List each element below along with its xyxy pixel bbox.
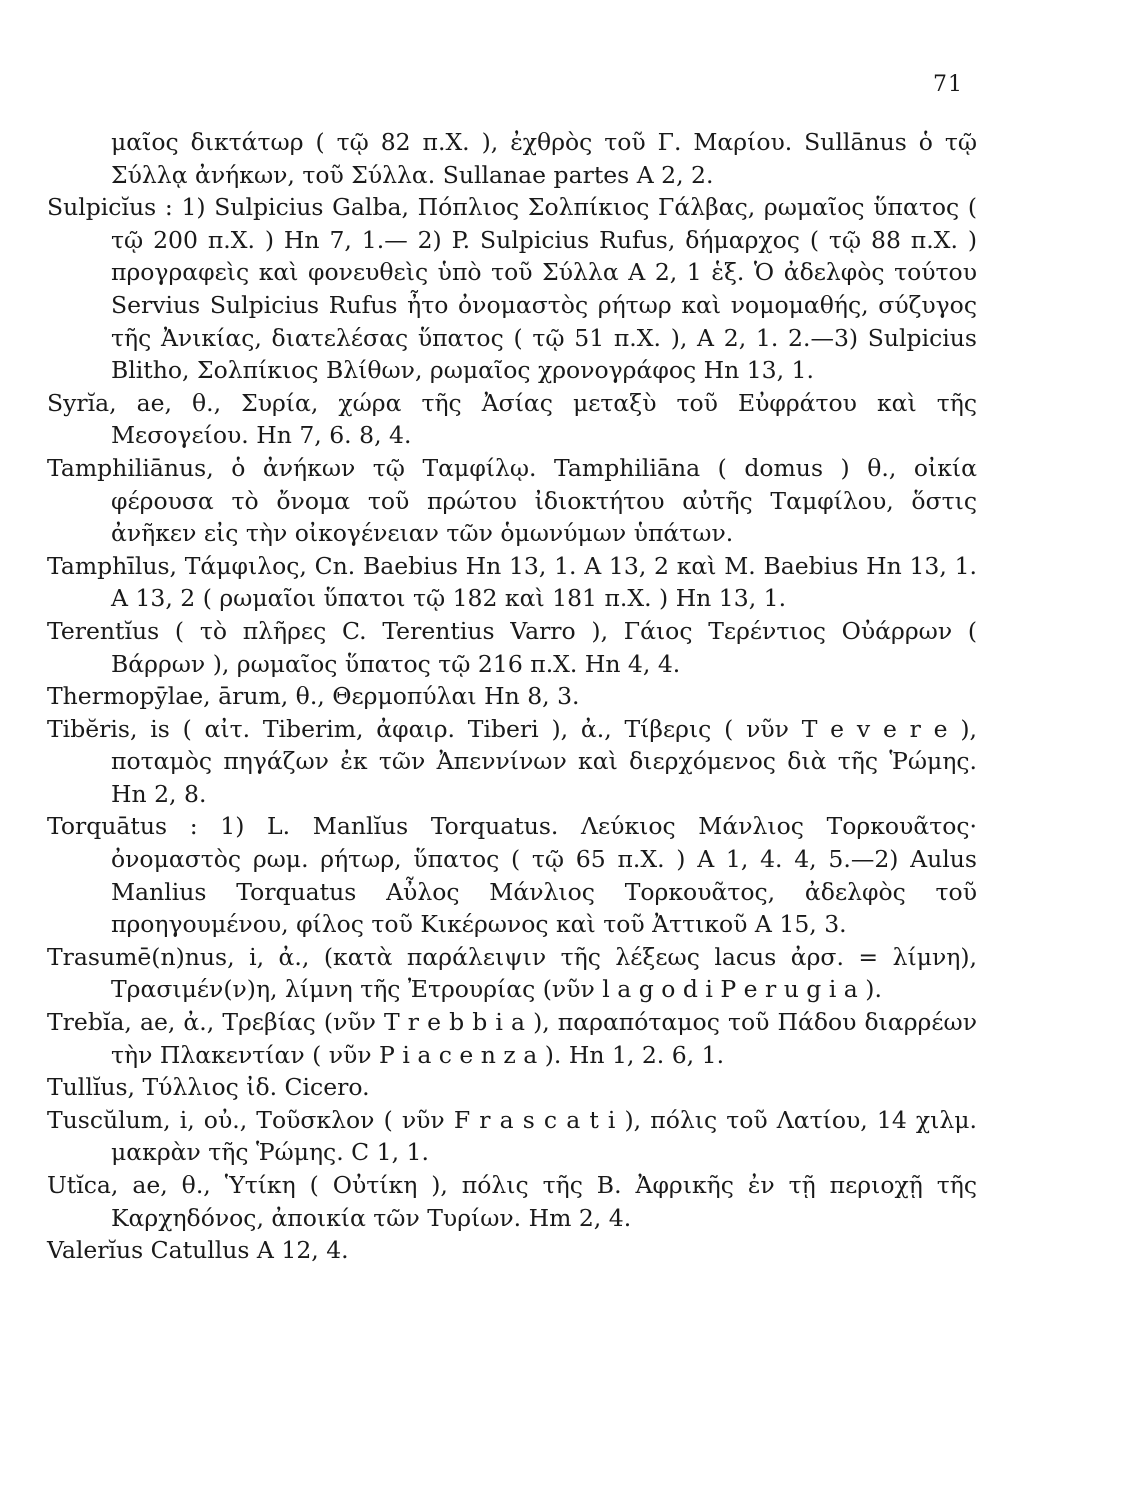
glossary-entry: Utĭca, ae, θ., Ὑτίκη ( Οὐτίκη ), πόλις τῆς B. Ἀφρικῆς ἐν τῇ περιοχῇ τῆς Καρχηδόνος, ἀποικία τῶν Τυρίων. Hm 2, 4.: [47, 1171, 977, 1232]
glossary-entry: Tullĭus, Τύλλιος ἰδ. Cicero.: [47, 1073, 370, 1102]
glossary-entry: Sulpicĭus : 1) Sulpicius Galba, Πόπλιος Σολπίκιος Γάλβας, ρωμαῖος ὕπατος ( τῷ 200 π.Χ. ) Hn 7, 1.— 2) P. Sulpicius Rufus, δήμαρχος ( τῷ 88 π.Χ. ) προγραφεὶς καὶ φονευθεὶς ὑπὸ τοῦ Σύλλα A 2, 1 ἑξ. Ὁ ἀδελφὸς τούτου Servius Sulpicius Rufus ἦτο ὀνομαστὸς ρήτωρ καὶ νομομαθής, σύζυγος τῆς Ἀνικίας, διατελέσας ὕπατος ( τῷ 51 π.Χ. ), A 2, 1. 2.—3) Sulpicius Blitho, Σολπίκιος Βλίθων, ρωμαῖος χρονογράφος Hn 13, 1.: [47, 193, 977, 385]
glossary-entry: μαῖος δικτάτωρ ( τῷ 82 π.Χ. ), ἐχθρὸς τοῦ Γ. Μαρίου. Sullānus ὁ τῷ Σύλλᾳ ἀνήκων, τοῦ Σύλλα. Sullanae partes A 2, 2.: [111, 128, 977, 189]
glossary-entry: Tamphiliānus, ὁ ἀνήκων τῷ Ταμφίλῳ. Tamphiliāna ( domus ) θ., οἰκία φέρουσα τὸ ὄνομα τοῦ πρώτου ἰδιοκτήτου αὐτῆς Ταμφίλου, ὅστις ἀνῆκεν εἰς τὴν οἰκογένειαν τῶν ὁμωνύμων ὑπάτων.: [47, 453, 977, 548]
glossary-entry: Syrĭa, ae, θ., Συρία, χώρα τῆς Ἀσίας μεταξὺ τοῦ Εὐφράτου καὶ τῆς Μεσογείου. Hn 7, 6. 8, 4.: [47, 388, 977, 450]
glossary-entry: Torquātus : 1) L. Manlĭus Torquatus. Λεύκιος Μάνλιος Τορκουᾶτος· ὀνομαστὸς ρωμ. ρήτωρ, ὕπατος ( τῷ 65 π.Χ. ) A 1, 4. 4, 5.—2) Aulus Manlius Torquatus Αὖλος Μάνλιος Τορκουᾶτος, ἀδελφὸς τοῦ προηγουμένου, φίλος τοῦ Κικέρωνος καὶ τοῦ Ἀττικοῦ A 15, 3.: [47, 812, 977, 939]
glossary-entry: Tibĕris, is ( αἰτ. Tiberim, ἀφαιρ. Tiberi ), ἀ., Τίβερις ( νῦν T e v e r e ), ποταμὸς πηγάζων ἐκ τῶν Ἀπεννίνων καὶ διερχόμενος διὰ τῆς Ῥώμης. Hn 2, 8.: [47, 714, 977, 808]
glossary-entry: Tamphīlus, Τάμφιλος, Cn. Baebius Hn 13, 1. A 13, 2 καὶ M. Baebius Hn 13, 1. A 13, 2 ( ρωμαῖοι ὕπατοι τῷ 182 καὶ 181 π.Χ. ) Hn 13, 1.: [47, 551, 977, 613]
glossary-entry: Trasumē(n)nus, i, ἀ., (κατὰ παράλειψιν τῆς λέξεως lacus ἀρσ. = λίμνη), Τρασιμέν(ν)η, λίμνη τῆς Ἐτρουρίας (νῦν l a g o d i P e r u g i a ).: [47, 942, 977, 1004]
glossary-entry: Valerĭus Catullus A 12, 4.: [47, 1236, 349, 1265]
glossary-entry: Trebĭa, ae, ἀ., Τρεβίας (νῦν T r e b b i a ), παραπόταμος τοῦ Πάδου διαρρέων τὴν Πλακεντίαν ( νῦν P i a c e n z a ). Hn 1, 2. 6, 1.: [47, 1008, 977, 1069]
glossary-entry: Thermopȳlae, ārum, θ., Θερμοπύλαι Hn 8, 3.: [47, 682, 580, 711]
page-number: 71: [933, 72, 963, 97]
glossary-entry: Terentĭus ( τὸ πλῆρες C. Terentius Varro ), Γάιος Τερέντιος Οὐάρρων ( Βάρρων ), ρωμαῖος ὕπατος τῷ 216 π.Χ. Hn 4, 4.: [47, 616, 977, 678]
glossary-entries: [47, 126, 977, 1267]
glossary-entry: Tuscŭlum, i, οὐ., Τοῦσκλον ( νῦν F r a s c a t i ), πόλις τοῦ Λατίου, 14 χιλμ. μακρὰν τῆς Ῥώμης. C 1, 1.: [47, 1105, 977, 1167]
